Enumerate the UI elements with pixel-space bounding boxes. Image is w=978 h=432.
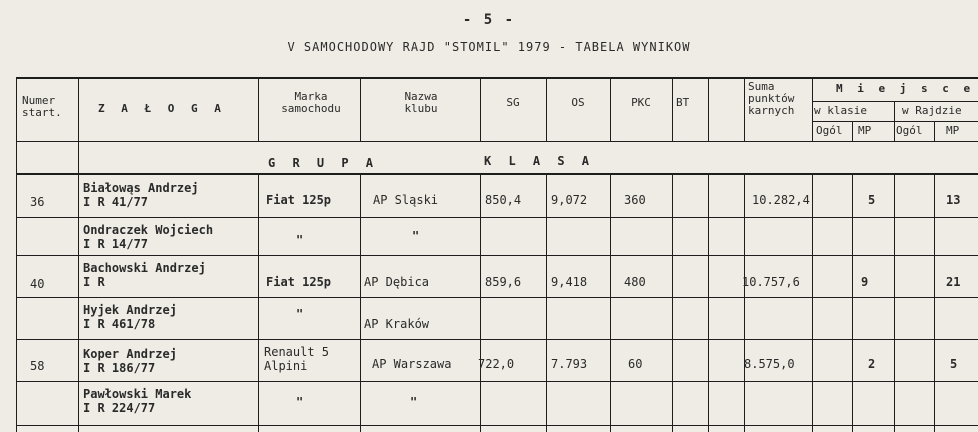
header-miejsce: M i e j s c e: [836, 82, 975, 95]
car-make: Fiat 125p: [266, 193, 332, 207]
crew-licence: I R 224/77: [83, 401, 156, 415]
rule: [708, 173, 709, 432]
rule: [16, 77, 17, 432]
penalty-sum: 10.757,6: [742, 275, 800, 289]
rule: [546, 77, 547, 141]
os-value: 9,418: [551, 275, 588, 289]
pkc-value: 480: [624, 275, 646, 289]
rule: [672, 173, 673, 432]
rule: [610, 173, 611, 432]
rule: [480, 173, 481, 432]
rule: [894, 101, 895, 141]
rule: [744, 77, 745, 141]
rule: [708, 77, 709, 141]
crew-name: Pawłowski Marek: [83, 387, 192, 401]
car-make: Fiat 125p: [266, 275, 332, 289]
crew-licence: I R: [83, 275, 105, 289]
rule: [16, 425, 978, 426]
crew-licence: I R 461/78: [83, 317, 156, 331]
penalty-sum: 8.575,0: [744, 357, 795, 371]
crew-licence: I R 41/77: [83, 195, 149, 209]
rule: [16, 141, 978, 142]
rule: [16, 217, 978, 218]
rule: [610, 77, 611, 141]
crew-name: Ondraczek Wojciech: [83, 223, 214, 237]
page-title: V SAMOCHODOWY RAJD "STOMIL" 1979 - TABELA WYNIKOW: [287, 40, 691, 54]
class-label: K L A S A: [484, 154, 595, 168]
car-make: Renault 5 Alpini: [264, 345, 330, 373]
header-class-ogol: Ogól: [816, 124, 843, 137]
header-bt: BT: [676, 96, 690, 109]
header-sg: SG: [506, 96, 520, 109]
results-table: [16, 77, 978, 432]
sg-value: 859,6: [485, 275, 522, 289]
header-rally-ogol: Ogól: [896, 124, 923, 137]
crew-name: Koper Andrzej: [83, 347, 177, 361]
header-w-rajdzie: w Rajdzie: [902, 105, 962, 117]
rule: [894, 173, 895, 432]
rule: [16, 255, 978, 256]
rule: [16, 381, 978, 382]
rule: [672, 77, 673, 141]
os-value: 7.793: [551, 357, 588, 371]
rule: [16, 297, 978, 298]
crew-licence: I R 14/77: [83, 237, 149, 251]
sg-value: 850,4: [485, 193, 522, 207]
rule: [934, 173, 935, 432]
sg-value: 722,0: [478, 357, 515, 371]
header-os: OS: [571, 96, 585, 109]
car-make-ditto: ": [296, 395, 304, 409]
club-name: AP Warszawa: [372, 357, 452, 371]
header-numer: Numer start.: [22, 94, 62, 119]
header-rally-mp: MP: [946, 124, 960, 137]
rule: [546, 173, 547, 432]
rule: [812, 173, 813, 432]
crew-licence: I R 186/77: [83, 361, 156, 375]
group-label: G R U P A: [268, 156, 379, 170]
rule: [16, 173, 978, 175]
crew-name: Bachowski Andrzej: [83, 261, 206, 275]
class-place: 5: [868, 193, 876, 207]
crew-name: Białowąs Andrzej: [83, 181, 199, 195]
header-zaloga: Z A Ł O G A: [98, 102, 226, 115]
rule: [744, 173, 745, 432]
rally-mp-place: 21: [946, 275, 961, 289]
header-class-mp: MP: [858, 124, 872, 137]
rally-mp-place: 5: [950, 357, 958, 371]
club-name: AP Sląski: [373, 193, 439, 207]
rule: [360, 173, 361, 432]
club-name-ditto: ": [410, 395, 418, 409]
header-w-klasie: w klasie: [814, 104, 867, 117]
header-suma: Suma punktów karnych: [748, 80, 795, 117]
rule: [16, 339, 978, 340]
start-number: 58: [30, 359, 45, 373]
car-make-ditto: ": [296, 233, 304, 247]
rule: [258, 77, 259, 141]
rule: [852, 173, 853, 432]
rule: [480, 77, 481, 141]
club-name-ditto: ": [412, 229, 420, 243]
pkc-value: 360: [624, 193, 646, 207]
club-name: AP Dębica: [364, 275, 430, 289]
rule: [16, 77, 978, 79]
os-value: 9,072: [551, 193, 588, 207]
club-name: AP Kraków: [364, 317, 430, 331]
class-place: 2: [868, 357, 876, 371]
rally-mp-place: 13: [946, 193, 961, 207]
crew-name: Hyjek Andrzej: [83, 303, 177, 317]
rule: [852, 121, 853, 141]
car-make-ditto: ": [296, 307, 304, 321]
start-number: 36: [30, 195, 45, 209]
rule: [812, 77, 813, 141]
header-pkc: PKC: [631, 96, 651, 109]
rule: [812, 121, 978, 122]
rule: [812, 101, 978, 102]
pkc-value: 60: [628, 357, 643, 371]
rule: [934, 121, 935, 141]
rule: [78, 77, 79, 432]
class-place: 9: [861, 275, 869, 289]
header-marka: Marka samochodu: [281, 90, 341, 115]
rule: [360, 77, 361, 141]
rule: [258, 173, 259, 432]
header-klub: Nazwa klubu: [404, 90, 438, 115]
start-number: 40: [30, 277, 45, 291]
penalty-sum: 10.282,4: [752, 193, 810, 207]
page-number: - 5 -: [462, 12, 516, 28]
